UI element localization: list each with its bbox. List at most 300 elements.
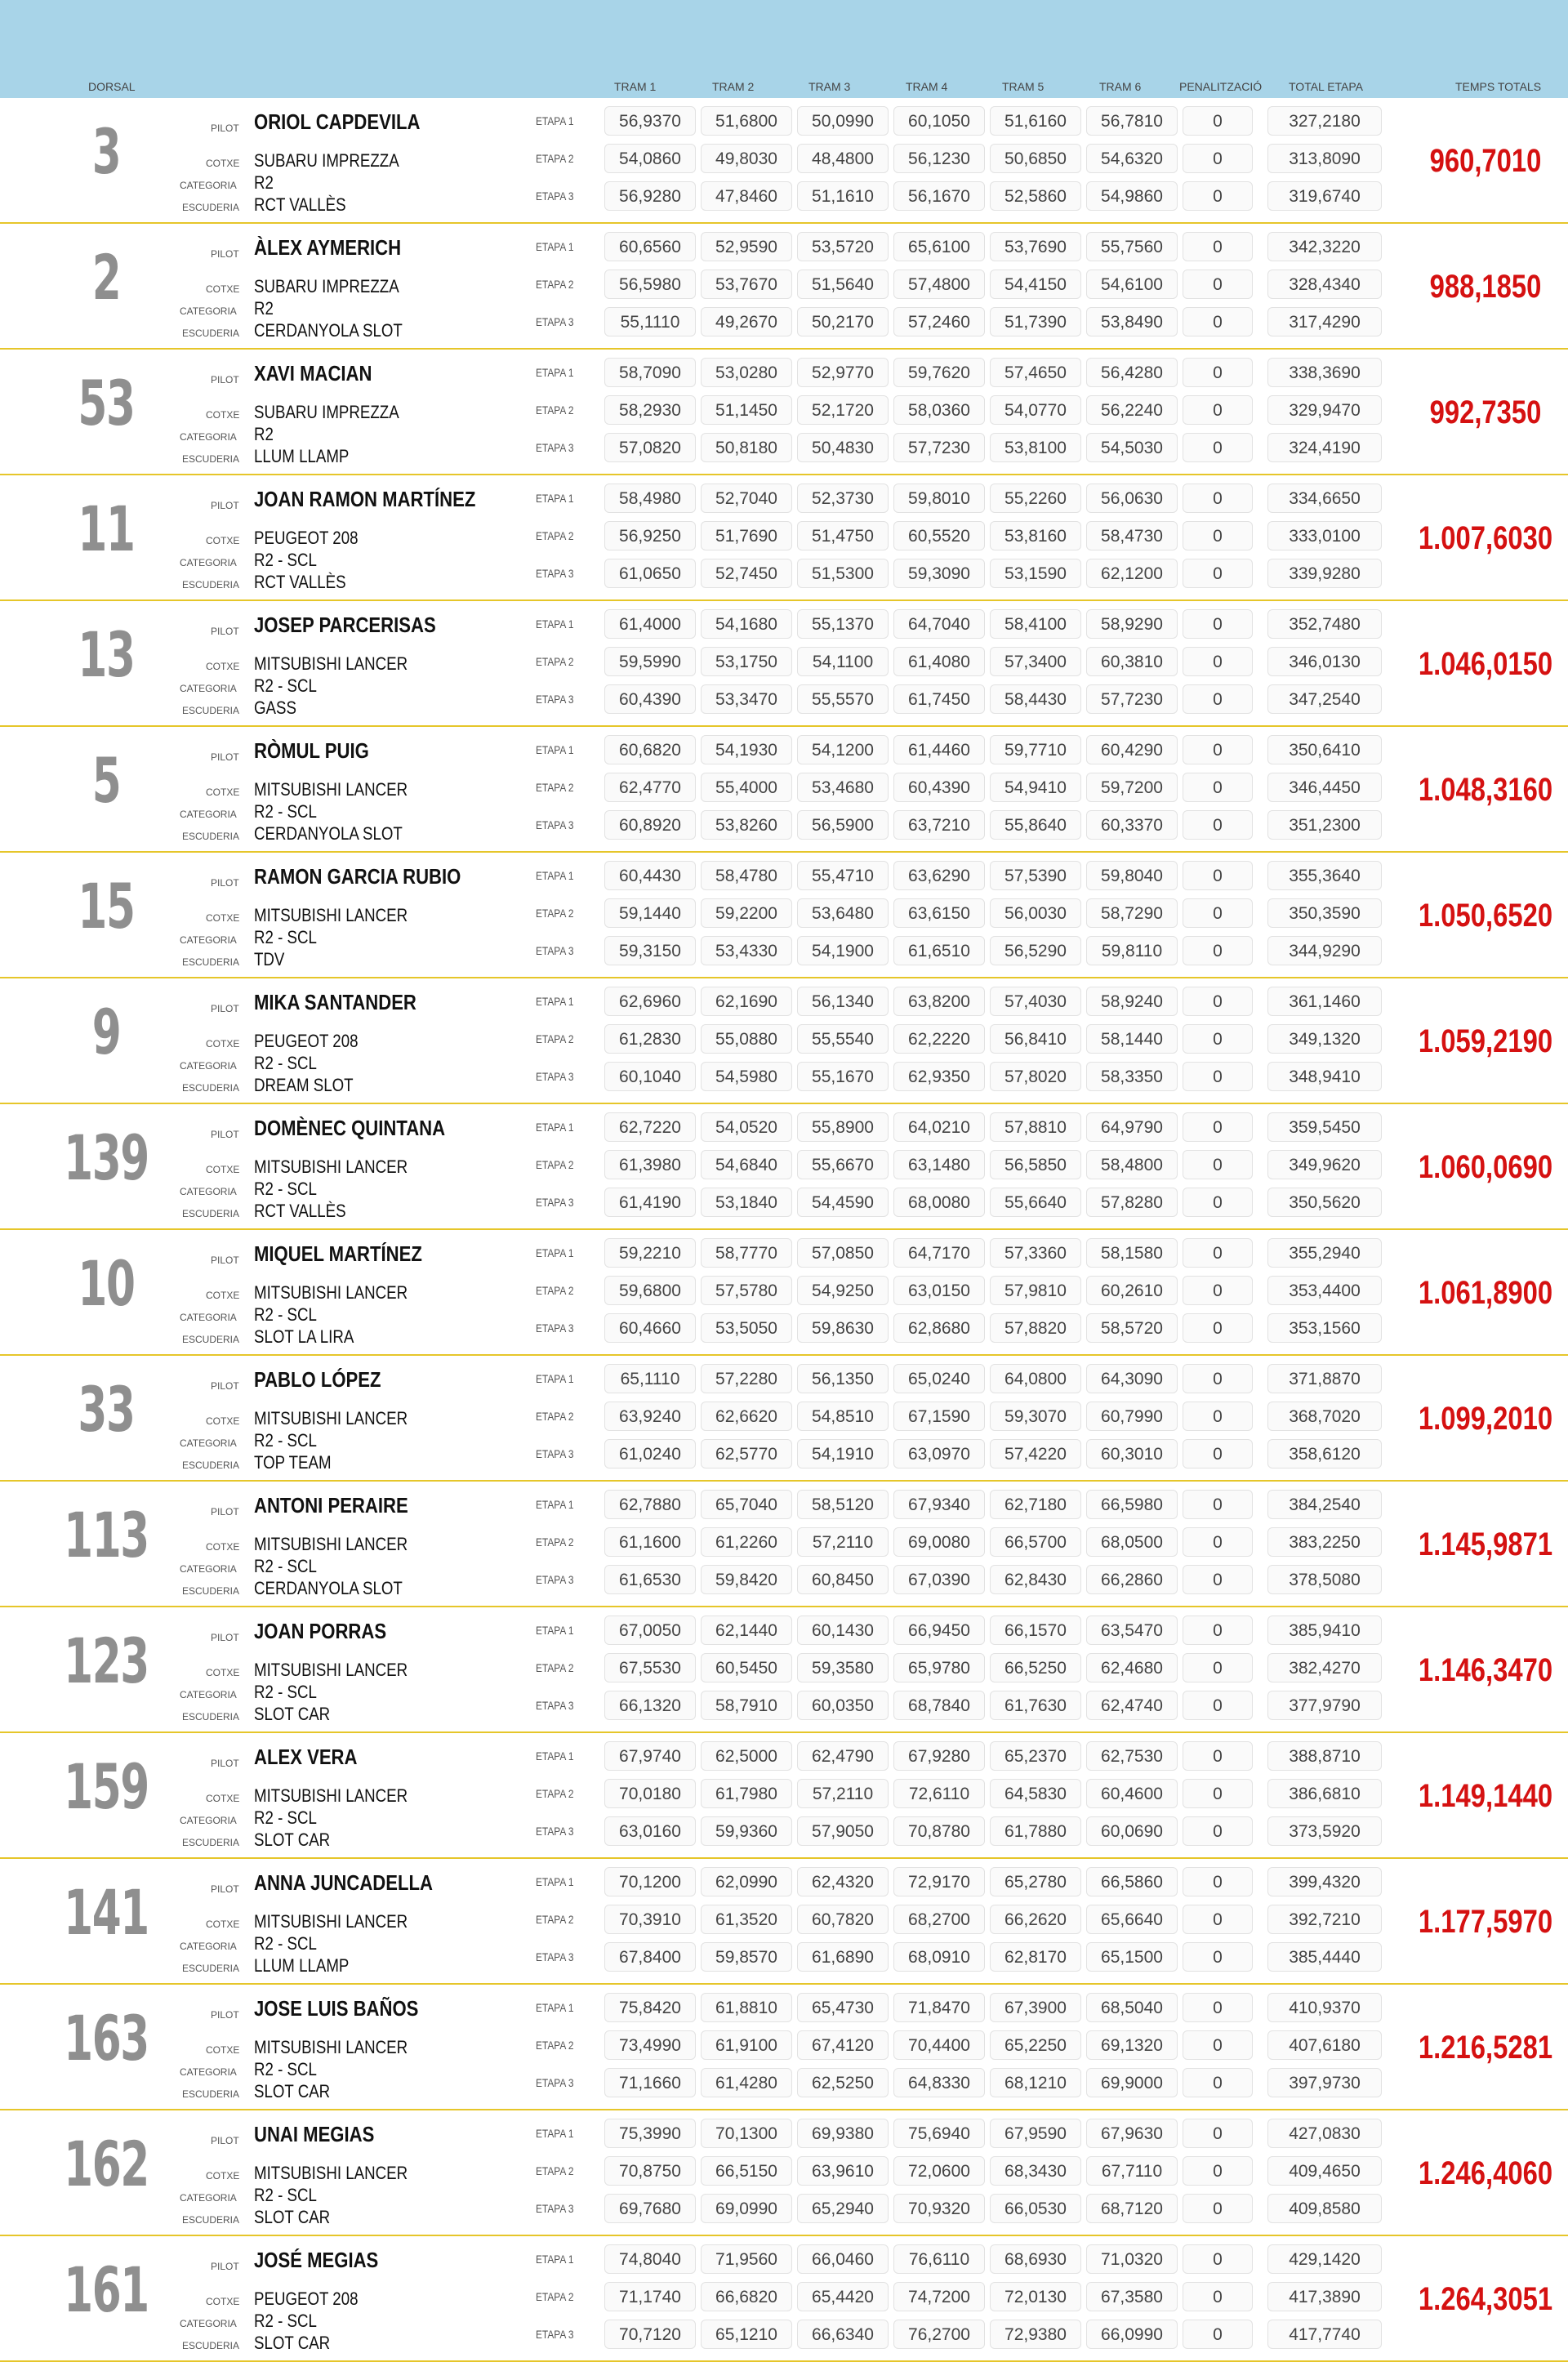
tram-time-cell: 66,0530 [990, 2194, 1081, 2223]
tram-time-cell: 60,3010 [1086, 1439, 1178, 1469]
penalty-cell: 0 [1183, 987, 1253, 1016]
overall-total-time: 1.046,0150 [1418, 646, 1553, 682]
tram-time-cell: 60,1040 [604, 1062, 696, 1091]
penalty-cell: 0 [1183, 1691, 1253, 1720]
stage-total-cell: 429,1420 [1267, 2244, 1382, 2274]
escuderia-value: TOP TEAM [254, 1452, 332, 1473]
stage-total-cell: 371,8870 [1267, 1364, 1382, 1393]
tram-time-cell: 65,4730 [797, 1993, 889, 2022]
stage-total-cell: 399,4320 [1267, 1867, 1382, 1896]
stage-total-cell: 339,9280 [1267, 559, 1382, 588]
tram-time-cell: 56,9370 [604, 106, 696, 136]
tram-time-cell: 62,2220 [893, 1024, 985, 1054]
tram-time-cell: 56,0630 [1086, 484, 1178, 513]
tram-time-cell: 62,4320 [797, 1867, 889, 1896]
tram-time-cell: 67,9340 [893, 1490, 985, 1519]
stage-total-cell: 358,6120 [1267, 1439, 1382, 1469]
tram-time-cell: 52,7450 [701, 559, 792, 588]
penalty-cell: 0 [1183, 1616, 1253, 1645]
stage-total-cell: 313,8090 [1267, 144, 1382, 173]
col-header-tram-3: TRAM 3 [808, 80, 851, 93]
pilot-label: PILOT [211, 751, 239, 763]
tram-time-cell: 71,9560 [701, 2244, 792, 2274]
tram-time-cell: 61,7880 [990, 1816, 1081, 1846]
tram-time-cell: 61,4280 [701, 2068, 792, 2097]
tram-time-cell: 67,1590 [893, 1402, 985, 1431]
tram-time-cell: 66,9450 [893, 1616, 985, 1645]
tram-time-cell: 66,5700 [990, 1527, 1081, 1557]
overall-total-time: 992,7350 [1429, 394, 1542, 430]
tram-time-cell: 55,6670 [797, 1150, 889, 1179]
tram-time-cell: 58,4980 [604, 484, 696, 513]
tram-time-cell: 66,5980 [1086, 1490, 1178, 1519]
tram-time-cell: 60,8450 [797, 1565, 889, 1594]
tram-time-cell: 69,9380 [797, 2119, 889, 2148]
tram-time-cell: 48,4800 [797, 144, 889, 173]
pilot-name: PABLO LÓPEZ [254, 1367, 381, 1392]
table-row [0, 978, 1568, 1104]
tram-time-cell: 57,8020 [990, 1062, 1081, 1091]
tram-time-cell: 60,4660 [604, 1313, 696, 1343]
tram-time-cell: 66,1570 [990, 1616, 1081, 1645]
tram-time-cell: 58,7290 [1086, 898, 1178, 928]
pilot-name: XAVI MACIAN [254, 361, 372, 386]
tram-time-cell: 69,7680 [604, 2194, 696, 2223]
tram-time-cell: 63,0150 [893, 1276, 985, 1305]
etapa-label: ETAPA 2 [536, 1661, 574, 1674]
escuderia-value: SLOT CAR [254, 2081, 331, 2101]
escuderia-label: ESCUDERIA [182, 1585, 240, 1597]
etapa-label: ETAPA 3 [536, 2328, 574, 2341]
stage-total-cell: 361,1460 [1267, 987, 1382, 1016]
stage-total-cell: 319,6740 [1267, 181, 1382, 211]
tram-time-cell: 64,3090 [1086, 1364, 1178, 1393]
tram-time-cell: 71,0320 [1086, 2244, 1178, 2274]
escuderia-value: SLOT CAR [254, 1704, 331, 1724]
penalty-cell: 0 [1183, 1867, 1253, 1896]
etapa-label: ETAPA 2 [536, 1032, 574, 1045]
tram-time-cell: 55,2260 [990, 484, 1081, 513]
tram-time-cell: 56,1230 [893, 144, 985, 173]
col-header-tram-2: TRAM 2 [712, 80, 755, 93]
tram-time-cell: 59,8040 [1086, 861, 1178, 890]
tram-time-cell: 52,3730 [797, 484, 889, 513]
escuderia-label: ESCUDERIA [182, 1711, 240, 1723]
table-row [0, 601, 1568, 727]
tram-time-cell: 57,9810 [990, 1276, 1081, 1305]
tram-time-cell: 59,9360 [701, 1816, 792, 1846]
tram-time-cell: 63,9240 [604, 1402, 696, 1431]
dorsal-number: 3 [91, 115, 121, 188]
stage-total-cell: 324,4190 [1267, 433, 1382, 462]
table-row [0, 98, 1568, 224]
tram-time-cell: 60,1430 [797, 1616, 889, 1645]
tram-time-cell: 67,9590 [990, 2119, 1081, 2148]
tram-time-cell: 63,6150 [893, 898, 985, 928]
tram-time-cell: 50,4830 [797, 433, 889, 462]
escuderia-label: ESCUDERIA [182, 1082, 240, 1094]
tram-time-cell: 70,8780 [893, 1816, 985, 1846]
stage-total-cell: 388,8710 [1267, 1741, 1382, 1771]
tram-time-cell: 57,3360 [990, 1238, 1081, 1268]
penalty-cell: 0 [1183, 2030, 1253, 2060]
tram-time-cell: 58,7770 [701, 1238, 792, 1268]
pilot-label: PILOT [211, 1632, 239, 1643]
tram-time-cell: 67,9740 [604, 1741, 696, 1771]
cotxe-value: PEUGEOT 208 [254, 528, 359, 548]
pilot-label: PILOT [211, 1380, 239, 1392]
overall-total-time: 1.060,0690 [1418, 1149, 1553, 1185]
overall-total-time: 1.061,8900 [1418, 1275, 1553, 1311]
tram-time-cell: 59,8630 [797, 1313, 889, 1343]
escuderia-label: ESCUDERIA [182, 2214, 240, 2226]
pilot-label: PILOT [211, 1003, 239, 1014]
tram-time-cell: 58,7910 [701, 1691, 792, 1720]
tram-time-cell: 62,7180 [990, 1490, 1081, 1519]
escuderia-value: CERDANYOLA SLOT [254, 1578, 403, 1598]
tram-time-cell: 66,1320 [604, 1691, 696, 1720]
categoria-value: R2 - SCL [254, 1682, 317, 1702]
tram-time-cell: 65,2780 [990, 1867, 1081, 1896]
categoria-value: R2 - SCL [254, 801, 317, 822]
tram-time-cell: 68,7840 [893, 1691, 985, 1720]
pilot-name: ORIOL CAPDEVILA [254, 109, 421, 134]
etapa-label: ETAPA 1 [536, 2127, 574, 2140]
tram-time-cell: 50,0990 [797, 106, 889, 136]
penalty-cell: 0 [1183, 181, 1253, 211]
tram-time-cell: 65,1500 [1086, 1942, 1178, 1972]
tram-time-cell: 65,9780 [893, 1653, 985, 1682]
etapa-label: ETAPA 1 [536, 366, 574, 379]
tram-time-cell: 68,0080 [893, 1188, 985, 1217]
tram-time-cell: 57,8820 [990, 1313, 1081, 1343]
tram-time-cell: 66,5250 [990, 1653, 1081, 1682]
table-row [0, 1356, 1568, 1482]
categoria-label: CATEGORIA [180, 1815, 237, 1826]
dorsal-number: 2 [91, 241, 121, 314]
cotxe-label: COTXE [206, 1541, 240, 1553]
etapa-label: ETAPA 3 [536, 1070, 574, 1083]
col-header-dorsal: DORSAL [88, 80, 136, 93]
categoria-value: R2 - SCL [254, 927, 317, 947]
tram-time-cell: 56,0030 [990, 898, 1081, 928]
tram-time-cell: 59,2200 [701, 898, 792, 928]
tram-time-cell: 51,7390 [990, 307, 1081, 336]
categoria-label: CATEGORIA [180, 1437, 237, 1449]
tram-time-cell: 71,8470 [893, 1993, 985, 2022]
tram-time-cell: 59,7710 [990, 735, 1081, 764]
tram-time-cell: 56,5850 [990, 1150, 1081, 1179]
tram-time-cell: 54,0860 [604, 144, 696, 173]
etapa-label: ETAPA 3 [536, 1825, 574, 1838]
tram-time-cell: 52,7040 [701, 484, 792, 513]
cotxe-value: SUBARU IMPREZZA [254, 276, 399, 296]
tram-time-cell: 53,4330 [701, 936, 792, 965]
etapa-label: ETAPA 2 [536, 152, 574, 165]
tram-time-cell: 72,9380 [990, 2320, 1081, 2349]
tram-time-cell: 63,6290 [893, 861, 985, 890]
tram-time-cell: 56,9250 [604, 521, 696, 550]
overall-total-time: 1.145,9871 [1418, 1526, 1553, 1562]
tram-time-cell: 74,7200 [893, 2282, 985, 2311]
tram-time-cell: 55,1110 [604, 307, 696, 336]
tram-time-cell: 60,3370 [1086, 810, 1178, 840]
cotxe-value: PEUGEOT 208 [254, 1031, 359, 1051]
tram-time-cell: 67,7110 [1086, 2156, 1178, 2186]
tram-time-cell: 59,3580 [797, 1653, 889, 1682]
penalty-cell: 0 [1183, 358, 1253, 387]
tram-time-cell: 54,9250 [797, 1276, 889, 1305]
etapa-label: ETAPA 2 [536, 1410, 574, 1423]
tram-time-cell: 60,7990 [1086, 1402, 1178, 1431]
tram-time-cell: 56,7810 [1086, 106, 1178, 136]
penalty-cell: 0 [1183, 1490, 1253, 1519]
etapa-label: ETAPA 3 [536, 1196, 574, 1209]
etapa-label: ETAPA 1 [536, 114, 574, 127]
categoria-value: R2 - SCL [254, 1556, 317, 1576]
tram-time-cell: 66,0460 [797, 2244, 889, 2274]
tram-time-cell: 60,4290 [1086, 735, 1178, 764]
pilot-name: JOSE LUIS BAÑOS [254, 1996, 419, 2021]
cotxe-value: MITSUBISHI LANCER [254, 1785, 408, 1806]
pilot-name: RAMON GARCIA RUBIO [254, 864, 461, 889]
tram-time-cell: 64,7170 [893, 1238, 985, 1268]
stage-total-cell: 382,4270 [1267, 1653, 1382, 1682]
stage-total-cell: 386,6810 [1267, 1779, 1382, 1808]
table-row [0, 224, 1568, 350]
tram-time-cell: 50,2170 [797, 307, 889, 336]
tram-time-cell: 55,5540 [797, 1024, 889, 1054]
tram-time-cell: 53,1590 [990, 559, 1081, 588]
stage-total-cell: 342,3220 [1267, 232, 1382, 261]
tram-time-cell: 61,4190 [604, 1188, 696, 1217]
stage-total-cell: 317,4290 [1267, 307, 1382, 336]
tram-time-cell: 51,6800 [701, 106, 792, 136]
tram-time-cell: 58,4800 [1086, 1150, 1178, 1179]
tram-time-cell: 61,6890 [797, 1942, 889, 1972]
cotxe-label: COTXE [206, 1164, 240, 1175]
stage-total-cell: 350,5620 [1267, 1188, 1382, 1217]
tram-time-cell: 75,3990 [604, 2119, 696, 2148]
tram-time-cell: 60,7820 [797, 1905, 889, 1934]
tram-time-cell: 71,1740 [604, 2282, 696, 2311]
penalty-cell: 0 [1183, 1942, 1253, 1972]
overall-total-time: 1.050,6520 [1418, 898, 1553, 934]
tram-time-cell: 61,4460 [893, 735, 985, 764]
pilot-name: ÀLEX AYMERICH [254, 235, 402, 260]
etapa-label: ETAPA 3 [536, 1447, 574, 1460]
cotxe-value: MITSUBISHI LANCER [254, 1408, 408, 1428]
tram-time-cell: 76,2700 [893, 2320, 985, 2349]
cotxe-label: COTXE [206, 1793, 240, 1804]
stage-total-cell: 368,7020 [1267, 1402, 1382, 1431]
escuderia-label: ESCUDERIA [182, 1208, 240, 1219]
penalty-cell: 0 [1183, 1238, 1253, 1268]
dorsal-number: 163 [64, 2002, 149, 2075]
tram-time-cell: 72,0130 [990, 2282, 1081, 2311]
tram-time-cell: 58,4100 [990, 609, 1081, 639]
tram-time-cell: 56,5290 [990, 936, 1081, 965]
tram-time-cell: 70,7120 [604, 2320, 696, 2349]
tram-time-cell: 63,0970 [893, 1439, 985, 1469]
dorsal-number: 33 [78, 1373, 135, 1446]
tram-time-cell: 56,1670 [893, 181, 985, 211]
categoria-label: CATEGORIA [180, 2192, 237, 2204]
penalty-cell: 0 [1183, 1402, 1253, 1431]
tram-time-cell: 57,2110 [797, 1779, 889, 1808]
tram-time-cell: 56,5900 [797, 810, 889, 840]
tram-time-cell: 61,7980 [701, 1779, 792, 1808]
penalty-cell: 0 [1183, 521, 1253, 550]
penalty-cell: 0 [1183, 1741, 1253, 1771]
penalty-cell: 0 [1183, 2119, 1253, 2148]
table-row [0, 1607, 1568, 1733]
tram-time-cell: 68,5040 [1086, 1993, 1178, 2022]
tram-time-cell: 63,5470 [1086, 1616, 1178, 1645]
tram-time-cell: 68,3430 [990, 2156, 1081, 2186]
tram-time-cell: 58,2930 [604, 395, 696, 425]
tram-time-cell: 57,0850 [797, 1238, 889, 1268]
tram-time-cell: 63,0160 [604, 1816, 696, 1846]
tram-time-cell: 66,5150 [701, 2156, 792, 2186]
overall-total-time: 1.246,4060 [1418, 2155, 1553, 2191]
tram-time-cell: 67,3900 [990, 1993, 1081, 2022]
etapa-label: ETAPA 3 [536, 189, 574, 203]
tram-time-cell: 61,3520 [701, 1905, 792, 1934]
escuderia-label: ESCUDERIA [182, 956, 240, 968]
stage-total-cell: 329,9470 [1267, 395, 1382, 425]
tram-time-cell: 64,0800 [990, 1364, 1081, 1393]
tram-time-cell: 65,2250 [990, 2030, 1081, 2060]
pilot-name: UNAI MEGIAS [254, 2122, 375, 2146]
tram-time-cell: 71,1660 [604, 2068, 696, 2097]
etapa-label: ETAPA 2 [536, 2039, 574, 2052]
stage-total-cell: 355,2940 [1267, 1238, 1382, 1268]
categoria-label: CATEGORIA [180, 1060, 237, 1072]
tram-time-cell: 62,7530 [1086, 1741, 1178, 1771]
cotxe-label: COTXE [206, 1667, 240, 1678]
table-row [0, 1104, 1568, 1230]
tram-time-cell: 63,7210 [893, 810, 985, 840]
escuderia-label: ESCUDERIA [182, 831, 240, 842]
tram-time-cell: 58,3350 [1086, 1062, 1178, 1091]
stage-total-cell: 353,4400 [1267, 1276, 1382, 1305]
col-header-tram-1: TRAM 1 [614, 80, 657, 93]
stage-total-cell: 348,9410 [1267, 1062, 1382, 1091]
overall-total-time: 960,7010 [1429, 143, 1542, 179]
dorsal-number: 11 [78, 492, 135, 565]
penalty-cell: 0 [1183, 1653, 1253, 1682]
tram-time-cell: 53,5050 [701, 1313, 792, 1343]
pilot-label: PILOT [211, 500, 239, 511]
tram-time-cell: 49,8030 [701, 144, 792, 173]
tram-time-cell: 62,6620 [701, 1402, 792, 1431]
cotxe-label: COTXE [206, 912, 240, 924]
tram-time-cell: 66,2860 [1086, 1565, 1178, 1594]
tram-time-cell: 54,8510 [797, 1402, 889, 1431]
pilot-label: PILOT [211, 1255, 239, 1266]
tram-time-cell: 54,1930 [701, 735, 792, 764]
tram-time-cell: 68,1210 [990, 2068, 1081, 2097]
tram-time-cell: 54,5030 [1086, 433, 1178, 462]
cotxe-label: COTXE [206, 1415, 240, 1427]
stage-total-cell: 377,9790 [1267, 1691, 1382, 1720]
table-row [0, 853, 1568, 978]
categoria-value: R2 [254, 424, 274, 444]
overall-total-time: 1.059,2190 [1418, 1023, 1553, 1059]
categoria-value: R2 - SCL [254, 675, 317, 696]
overall-total-time: 1.146,3470 [1418, 1652, 1553, 1688]
tram-time-cell: 75,6940 [893, 2119, 985, 2148]
categoria-label: CATEGORIA [180, 1689, 237, 1700]
penalty-cell: 0 [1183, 810, 1253, 840]
tram-time-cell: 64,5830 [990, 1779, 1081, 1808]
stage-total-cell: 344,9290 [1267, 936, 1382, 965]
cotxe-label: COTXE [206, 1038, 240, 1050]
etapa-label: ETAPA 2 [536, 781, 574, 794]
categoria-value: R2 - SCL [254, 2185, 317, 2205]
pilot-label: PILOT [211, 2261, 239, 2272]
tram-time-cell: 70,8750 [604, 2156, 696, 2186]
pilot-name: RÒMUL PUIG [254, 738, 369, 763]
penalty-cell: 0 [1183, 1816, 1253, 1846]
table-row [0, 1859, 1568, 1985]
escuderia-label: ESCUDERIA [182, 579, 240, 591]
tram-time-cell: 72,0600 [893, 2156, 985, 2186]
tram-time-cell: 68,7120 [1086, 2194, 1178, 2223]
categoria-label: CATEGORIA [180, 1186, 237, 1197]
tram-time-cell: 62,0990 [701, 1867, 792, 1896]
penalty-cell: 0 [1183, 484, 1253, 513]
categoria-value: R2 - SCL [254, 1430, 317, 1451]
tram-time-cell: 53,4680 [797, 773, 889, 802]
tram-time-cell: 53,8260 [701, 810, 792, 840]
tram-time-cell: 53,8100 [990, 433, 1081, 462]
tram-time-cell: 62,7880 [604, 1490, 696, 1519]
tram-time-cell: 67,5530 [604, 1653, 696, 1682]
etapa-label: ETAPA 1 [536, 2253, 574, 2266]
penalty-cell: 0 [1183, 1905, 1253, 1934]
tram-time-cell: 53,3470 [701, 684, 792, 714]
etapa-label: ETAPA 3 [536, 1699, 574, 1712]
tram-time-cell: 53,1750 [701, 647, 792, 676]
tram-time-cell: 65,6640 [1086, 1905, 1178, 1934]
tram-time-cell: 76,6110 [893, 2244, 985, 2274]
stage-total-cell: 417,3890 [1267, 2282, 1382, 2311]
tram-time-cell: 60,1050 [893, 106, 985, 136]
etapa-label: ETAPA 3 [536, 1950, 574, 1963]
categoria-value: R2 - SCL [254, 1304, 317, 1325]
etapa-label: ETAPA 3 [536, 944, 574, 957]
tram-time-cell: 51,5300 [797, 559, 889, 588]
escuderia-label: ESCUDERIA [182, 202, 240, 213]
tram-time-cell: 58,1580 [1086, 1238, 1178, 1268]
table-row [0, 1985, 1568, 2110]
tram-time-cell: 57,0820 [604, 433, 696, 462]
tram-time-cell: 53,7670 [701, 270, 792, 299]
pilot-name: ANTONI PERAIRE [254, 1493, 408, 1518]
escuderia-label: ESCUDERIA [182, 2088, 240, 2100]
penalty-cell: 0 [1183, 144, 1253, 173]
penalty-cell: 0 [1183, 2068, 1253, 2097]
tram-time-cell: 54,0770 [990, 395, 1081, 425]
tram-time-cell: 54,1100 [797, 647, 889, 676]
penalty-cell: 0 [1183, 1993, 1253, 2022]
penalty-cell: 0 [1183, 1527, 1253, 1557]
stage-total-cell: 373,5920 [1267, 1816, 1382, 1846]
tram-time-cell: 56,1340 [797, 987, 889, 1016]
pilot-name: ALEX VERA [254, 1745, 358, 1769]
